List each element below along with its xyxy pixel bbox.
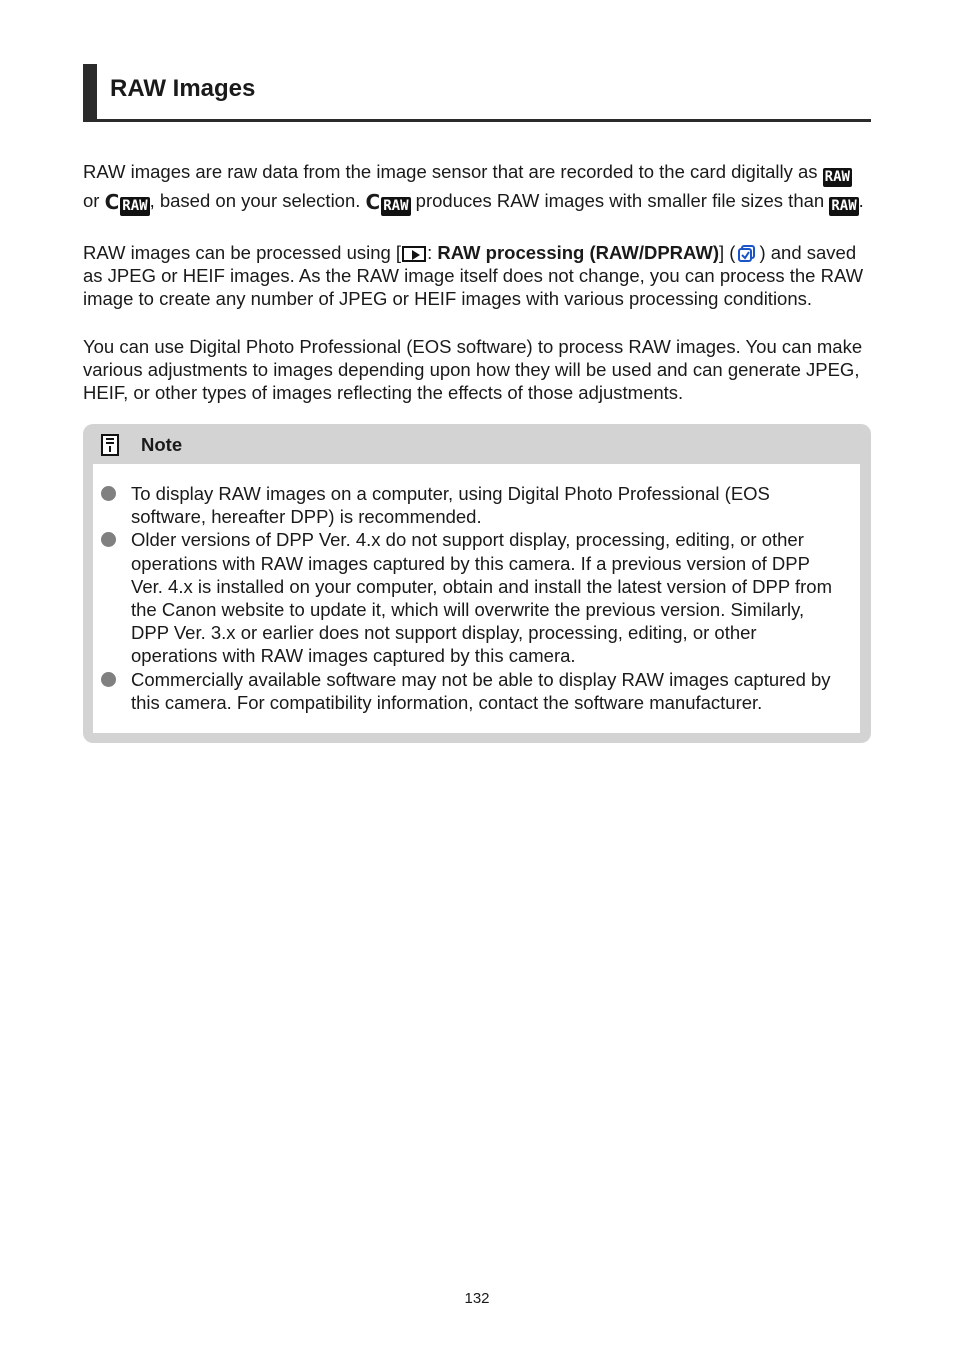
craw-icon (105, 187, 150, 216)
craw-icon (366, 187, 411, 216)
note-content (93, 464, 860, 733)
bullet-icon (101, 532, 116, 547)
page-title: RAW Images (110, 75, 256, 102)
text-span: produces RAW images with smaller file sizes than (410, 190, 830, 211)
menu-item-reference: RAW processing (RAW/DPRAW) (437, 242, 719, 263)
note-header (83, 424, 871, 464)
note-icon (100, 433, 120, 457)
playback-tab-icon (402, 246, 426, 262)
text-span: RAW images can be processed using [ (83, 242, 402, 263)
list-item-text: To display RAW images on a computer, using Digital Photo Professional (EOS software, hereafter DPP) is recommended. (131, 483, 770, 528)
text-span: ] ( (718, 242, 736, 263)
note-list (93, 482, 843, 714)
section-heading (83, 64, 871, 122)
craw-c-letter: C (104, 190, 120, 214)
intro-paragraph-2 (83, 241, 873, 311)
raw-icon: RAW (824, 169, 850, 185)
list-item (93, 482, 843, 528)
list-item-text: Older versions of DPP Ver. 4.x do not support display, processing, editing, or other operations with RAW images captured by this camera. If a previous version of DPP Ver. 4.x is installed on your computer, obtain and install the latest version of DPP from the Canon website to update it, which will overwrite the previous version. Similarly, DPP Ver. 3.x or earlier does not support display, processing, editing, or other operations with RAW images captured by this camera. (131, 529, 832, 667)
text-span: ) and saved as JPEG or HEIF images. As the RAW image itself does not change, you can process the RAW image to create any number of JPEG or HEIF images with various processing conditions. (83, 242, 864, 310)
text-span: or (83, 190, 105, 211)
intro-paragraph-1 (83, 158, 873, 216)
text-span: : (427, 242, 438, 263)
link-icon[interactable] (737, 243, 757, 263)
text-span: , based on your selection. (149, 190, 366, 211)
intro-paragraph-3: You can use Digital Photo Professional (EOS software) to process RAW images. You can make various adjustments to images depending upon how they will be used and can generate JPEG, HEIF, or other types of images reflecting the effects of those adjustments. (83, 336, 863, 404)
raw-icon: RAW (831, 198, 857, 214)
list-item (93, 528, 843, 667)
text-span: RAW images are raw data from the image sensor that are recorded to the card digitally as (83, 161, 823, 182)
page-number: 132 (464, 1290, 490, 1307)
note-box (83, 424, 871, 743)
bullet-icon (101, 672, 116, 687)
craw-c-letter: C (365, 190, 381, 214)
craw-raw-part: RAW (122, 198, 148, 214)
list-item (93, 668, 843, 714)
note-label: Note (141, 434, 183, 455)
bullet-icon (101, 486, 116, 501)
craw-raw-part: RAW (383, 198, 409, 214)
heading-bar (83, 64, 97, 119)
list-item-text: Commercially available software may not be able to display RAW images captured by this camera. For compatibility information, contact the software manufacturer. (131, 668, 831, 713)
text-span: . (858, 190, 864, 211)
